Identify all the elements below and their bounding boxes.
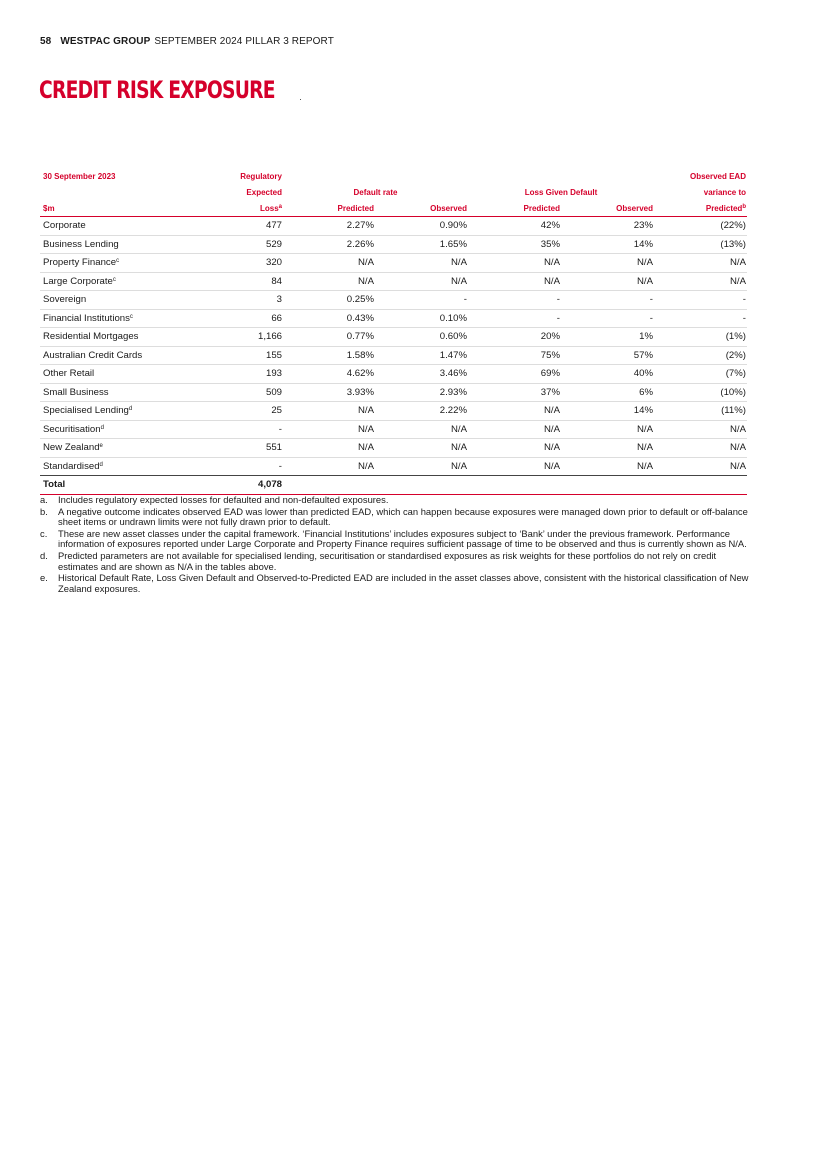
ead-variance-cell: N/A bbox=[654, 439, 747, 458]
expected-loss-cell: 84 bbox=[210, 272, 283, 291]
expected-loss-cell: 529 bbox=[210, 235, 283, 254]
lgd-predicted-cell: N/A bbox=[468, 457, 561, 476]
lgd-observed-cell: - bbox=[561, 309, 654, 328]
table-row bbox=[40, 365, 747, 384]
loss-header: Loss$^a$ bbox=[210, 200, 283, 217]
row-label: Business Lending bbox=[40, 235, 210, 254]
row-label: Small Business bbox=[40, 383, 210, 402]
expected-loss-cell: 551 bbox=[210, 439, 283, 458]
lgd-observed-cell: N/A bbox=[561, 457, 654, 476]
expected-loss-cell: 477 bbox=[210, 217, 283, 236]
lgd-observed-cell: N/A bbox=[561, 439, 654, 458]
ead-variance-cell: N/A bbox=[654, 457, 747, 476]
dr-observed-cell: N/A bbox=[375, 439, 468, 458]
row-label: Financial Institutions$^c$ bbox=[40, 309, 210, 328]
ead-variance-cell: (2%) bbox=[654, 346, 747, 365]
expected-loss-cell: 155 bbox=[210, 346, 283, 365]
expected-loss-cell: 3 bbox=[210, 291, 283, 310]
dr-predicted-header: Predicted bbox=[283, 200, 375, 217]
row-label: Australian Credit Cards bbox=[40, 346, 210, 365]
lgd-predicted-cell: 69% bbox=[468, 365, 561, 384]
lgd-observed-cell: 57% bbox=[561, 346, 654, 365]
lgd-predicted-cell: N/A bbox=[468, 272, 561, 291]
row-label: Corporate bbox=[40, 217, 210, 236]
dr-observed-header: Observed bbox=[375, 200, 468, 217]
lgd-observed-header: Observed bbox=[561, 200, 654, 217]
lgd-predicted-cell: 37% bbox=[468, 383, 561, 402]
dr-predicted-cell: N/A bbox=[283, 457, 375, 476]
lgd-predicted-cell: 35% bbox=[468, 235, 561, 254]
table-row bbox=[40, 402, 747, 421]
dr-observed-cell: 2.93% bbox=[375, 383, 468, 402]
regulatory-header: Regulatory bbox=[240, 171, 282, 181]
expected-loss-cell: 193 bbox=[210, 365, 283, 384]
page-title: CREDIT RISK EXPOSURE bbox=[39, 76, 275, 104]
dr-observed-cell: N/A bbox=[375, 272, 468, 291]
dr-predicted-cell: 0.25% bbox=[283, 291, 375, 310]
table-row bbox=[40, 254, 747, 273]
dr-predicted-cell: 4.62% bbox=[283, 365, 375, 384]
table-row bbox=[40, 346, 747, 365]
ead-variance-cell: (1%) bbox=[654, 328, 747, 347]
lgd-predicted-cell: - bbox=[468, 291, 561, 310]
ead-variance-cell: N/A bbox=[654, 272, 747, 291]
row-label: Securitisation$^d$ bbox=[40, 420, 210, 439]
page-header bbox=[40, 36, 334, 47]
lgd-predicted-cell: 75% bbox=[468, 346, 561, 365]
company-name: WESTPAC GROUP bbox=[60, 36, 151, 47]
table-row bbox=[40, 217, 747, 236]
table-row bbox=[40, 383, 747, 402]
lgd-observed-cell: 23% bbox=[561, 217, 654, 236]
dr-predicted-cell: 2.27% bbox=[283, 217, 375, 236]
footnotes bbox=[40, 495, 750, 595]
dr-observed-cell: 2.22% bbox=[375, 402, 468, 421]
footnote: e. Historical Default Rate, Loss Given Default and Observed-to-Predicted EAD are included in the asset classes above, consistent with the historical classification of New Zealand exposures. bbox=[40, 572, 749, 594]
lgd-predicted-cell: N/A bbox=[468, 254, 561, 273]
dr-predicted-cell: 0.77% bbox=[283, 328, 375, 347]
expected-loss-cell: - bbox=[210, 457, 283, 476]
ead-variance-cell: N/A bbox=[654, 254, 747, 273]
table-row bbox=[40, 235, 747, 254]
table-row bbox=[40, 457, 747, 476]
ead-variance-cell: - bbox=[654, 309, 747, 328]
expected-loss-cell: - bbox=[210, 420, 283, 439]
row-label: Standardised$^d$ bbox=[40, 457, 210, 476]
dr-predicted-cell: 1.58% bbox=[283, 346, 375, 365]
table-row bbox=[40, 272, 747, 291]
row-label: Specialised Lending$^d$ bbox=[40, 402, 210, 421]
total-expected-loss: 4,078 bbox=[210, 476, 283, 495]
lgd-observed-cell: N/A bbox=[561, 420, 654, 439]
lgd-observed-cell: 40% bbox=[561, 365, 654, 384]
dr-observed-cell: 3.46% bbox=[375, 365, 468, 384]
row-label: Property Finance$^c$ bbox=[40, 254, 210, 273]
total-row bbox=[40, 476, 747, 495]
dr-observed-cell: N/A bbox=[375, 420, 468, 439]
expected-loss-cell: 320 bbox=[210, 254, 283, 273]
row-label: Other Retail bbox=[40, 365, 210, 384]
row-label: Sovereign bbox=[40, 291, 210, 310]
ead-variance-cell: - bbox=[654, 291, 747, 310]
dr-predicted-cell: N/A bbox=[283, 254, 375, 273]
lgd-observed-cell: 1% bbox=[561, 328, 654, 347]
table-row bbox=[40, 309, 747, 328]
lgd-predicted-cell: N/A bbox=[468, 439, 561, 458]
lgd-header: Loss Given Default bbox=[524, 187, 598, 197]
dr-predicted-cell: N/A bbox=[283, 272, 375, 291]
lgd-predicted-cell: 42% bbox=[468, 217, 561, 236]
dr-observed-cell: N/A bbox=[375, 457, 468, 476]
dr-observed-cell: 0.90% bbox=[375, 217, 468, 236]
dr-predicted-cell: N/A bbox=[283, 420, 375, 439]
credit-risk-table bbox=[40, 168, 747, 495]
dr-observed-cell: 0.60% bbox=[375, 328, 468, 347]
dr-observed-cell: - bbox=[375, 291, 468, 310]
table-row bbox=[40, 420, 747, 439]
default-rate-header: Default rate bbox=[353, 187, 398, 197]
dr-predicted-cell: N/A bbox=[283, 402, 375, 421]
dr-observed-cell: 1.65% bbox=[375, 235, 468, 254]
stray-dot bbox=[300, 99, 301, 100]
ead-variance-cell: (10%) bbox=[654, 383, 747, 402]
period-header: 30 September 2023 bbox=[43, 171, 116, 181]
dr-predicted-cell: 0.43% bbox=[283, 309, 375, 328]
ead-variance-cell: (22%) bbox=[654, 217, 747, 236]
expected-header: Expected bbox=[246, 187, 282, 197]
ead-variance-cell: N/A bbox=[654, 420, 747, 439]
lgd-predicted-cell: N/A bbox=[468, 402, 561, 421]
expected-loss-cell: 1,166 bbox=[210, 328, 283, 347]
table-row bbox=[40, 328, 747, 347]
expected-loss-cell: 25 bbox=[210, 402, 283, 421]
expected-loss-cell: 509 bbox=[210, 383, 283, 402]
lgd-predicted-cell: - bbox=[468, 309, 561, 328]
ead-variance-cell: (7%) bbox=[654, 365, 747, 384]
dr-observed-cell: 1.47% bbox=[375, 346, 468, 365]
lgd-observed-cell: 14% bbox=[561, 402, 654, 421]
unit-header: $m bbox=[40, 200, 210, 217]
ead-variance-cell: (11%) bbox=[654, 402, 747, 421]
ead-variance-cell: (13%) bbox=[654, 235, 747, 254]
dr-predicted-cell: 2.26% bbox=[283, 235, 375, 254]
lgd-observed-cell: 6% bbox=[561, 383, 654, 402]
footnote: c. These are new asset classes under the capital framework. ‘Financial Institutions’ includes exposures subject to ‘Bank’ under the previous framework. Performance information of exposures reported under Large Corporate and Property Finance requires sufficient passage of time to be observed and thus is currently shown as N/A. bbox=[40, 527, 747, 550]
footnote: b. A negative outcome indicates observed EAD was lower than predicted EAD, which can happen because exposures were managed down prior to default or off-balance sheet items or undrawn limits were not fully drawn prior to default. bbox=[40, 505, 748, 528]
dr-observed-cell: N/A bbox=[375, 254, 468, 273]
table-row bbox=[40, 291, 747, 310]
footnote: a. Includes regulatory expected losses for defaulted and non-defaulted exposures. bbox=[40, 494, 389, 505]
lgd-observed-cell: - bbox=[561, 291, 654, 310]
page-number: 58 bbox=[40, 36, 52, 47]
table-row bbox=[40, 439, 747, 458]
footnote: d. Predicted parameters are not available for specialised lending, securitisation or standardised exposures as risk weights for these portfolios do not rely on credit estimates and are shown as N/A in the tables above. bbox=[40, 549, 717, 572]
lgd-observed-cell: N/A bbox=[561, 254, 654, 273]
dr-predicted-cell: 3.93% bbox=[283, 383, 375, 402]
lgd-predicted-cell: N/A bbox=[468, 420, 561, 439]
variance-to-header: variance to bbox=[703, 187, 746, 197]
row-label: Residential Mortgages bbox=[40, 328, 210, 347]
lgd-observed-cell: N/A bbox=[561, 272, 654, 291]
row-label: Large Corporate$^c$ bbox=[40, 272, 210, 291]
report-name: SEPTEMBER 2024 PILLAR 3 REPORT bbox=[154, 36, 334, 47]
row-label: New Zealand$^e$ bbox=[40, 439, 210, 458]
ead-predicted-header: Predicted$^b$ bbox=[654, 200, 747, 217]
total-label: Total bbox=[40, 476, 210, 495]
expected-loss-cell: 66 bbox=[210, 309, 283, 328]
lgd-predicted-header: Predicted bbox=[468, 200, 561, 217]
lgd-observed-cell: 14% bbox=[561, 235, 654, 254]
dr-observed-cell: 0.10% bbox=[375, 309, 468, 328]
dr-predicted-cell: N/A bbox=[283, 439, 375, 458]
lgd-predicted-cell: 20% bbox=[468, 328, 561, 347]
observed-ead-header: Observed EAD bbox=[689, 171, 746, 181]
